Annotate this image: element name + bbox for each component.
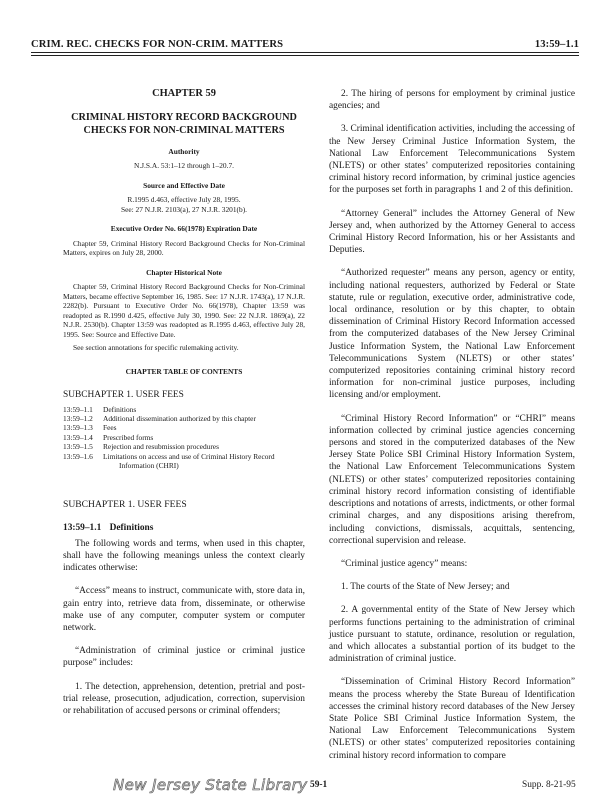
toc-entry-label: Definitions <box>103 404 137 414</box>
definition-access: “Access” means to instruct, communicate with, store data in, gain entry into, retrieve data from, disseminate, or otherwise make use of any computer, computer system or computer network. <box>63 586 305 634</box>
section-number: 13:59–1.1 <box>63 522 102 533</box>
toc-heading: CHAPTER TABLE OF CONTENTS <box>125 367 243 377</box>
definition-authorized-requester: “Authorized requester” means any person, agency or entity, including national requesters, authorized by Federal or State statute, rule or regulation, executive order, administrative code, local ordinance, resolution or by this chapter, to obtain dissemination of Criminal History Record Information accessed from the computerized databases of the New Jersey Criminal Justice Information System, the National Law Enforcement Telecommunications System (NLETS) or other states’ computerized repositories containing criminal history record information for non-criminal justice purposes, including licensing and/or employment. <box>329 268 575 401</box>
left-column <box>63 88 305 728</box>
chapter-number: CHAPTER 59 <box>152 88 216 99</box>
header-rule-bottom <box>31 55 579 56</box>
toc-entry-number: 13:59–1.4 <box>63 432 93 442</box>
toc-subchapter: SUBCHAPTER 1. USER FEES <box>63 390 184 401</box>
toc-entry-number: 13:59–1.3 <box>63 423 93 433</box>
toc-entry[interactable] <box>63 414 305 423</box>
toc-entry-label: Additional dissemination authorized by this chapter <box>103 413 256 423</box>
toc-entry-label-line-1: Limitations on access and use of Criminal History Record <box>103 451 275 461</box>
page-number: 59-1 <box>310 780 328 790</box>
subchapter-heading: SUBCHAPTER 1. USER FEES <box>63 499 187 511</box>
toc-entry-number: 13:59–1.5 <box>63 442 93 452</box>
definition-list-item: 1. The courts of the State of New Jersey; and <box>341 582 510 593</box>
definition-list-item: 3. Criminal identification activities, including the accessing of the New Jersey Criminal Justice Information System, the National Law Enforcement Telecommunications System (NLETS) or other states’ computerized repositories containing criminal history record information, by criminal justice agencies for the purposes set forth in paragraphs 1 and 2 of this definition. <box>329 124 575 196</box>
definition-list-item: 1. The detection, apprehension, detention, pretrial and post-trial release, prosecution, adjudication, correction, supervision or rehabilitation of accused persons or criminal offenders; <box>63 681 305 717</box>
definition-list-item: 2. A governmental entity of the State of New Jersey which performs functions pertaining to the administration of criminal justice pursuant to statute, ordinance, resolution or regulation, and which allocates a substantial portion of its budget to the administration of criminal justice. <box>329 605 575 665</box>
definition-administration: “Administration of criminal justice or criminal justice purpose” includes: <box>63 646 305 669</box>
toc-entry-number: 13:59–1.6 <box>63 451 93 461</box>
toc-entry-label: Fees <box>103 423 117 433</box>
toc-entry-number: 13:59–1.2 <box>63 413 93 423</box>
chapter-title-line-2: CHECKS FOR NON-CRIMINAL MATTERS <box>83 125 285 137</box>
toc-entry-label: Rejection and resubmission procedures <box>103 442 219 452</box>
source-line-2: See: 27 N.J.R. 2103(a), 27 N.J.R. 3201(b). <box>120 204 248 214</box>
toc-entry[interactable] <box>63 452 305 471</box>
toc-entry-label: Prescribed forms <box>103 432 154 442</box>
library-watermark-logo: New Jersey State Library <box>113 776 308 794</box>
exec-order-heading: Executive Order No. 66(1978) Expiration Date <box>110 224 258 234</box>
definition-criminal-justice-agency: “Criminal justice agency” means: <box>341 558 468 569</box>
header-rule-top <box>31 52 579 53</box>
toc-entry[interactable] <box>63 442 305 451</box>
source-line-1: R.1995 d.463, effective July 28, 1995. <box>127 195 241 205</box>
see-annotations-text: See section annotations for specific rulemaking activity. <box>73 342 239 352</box>
toc-entry[interactable] <box>63 405 305 414</box>
definition-dissemination: “Dissemination of Criminal History Record Information” means the process whereby the State Bureau of Identification accesses the criminal history record databases of the New Jersey State Police SBI Criminal Justice Information System, the National Law Enforcement Telecommunications System (NLETS) or other states’ computerized repositories containing criminal history record information to compare <box>329 677 575 761</box>
running-head <box>31 30 579 50</box>
page-footer <box>0 776 610 798</box>
right-column <box>329 88 575 773</box>
chapter-title-line-1: CRIMINAL HISTORY RECORD BACKGROUND <box>71 112 297 124</box>
exec-order-text: Chapter 59, Criminal History Record Background Checks for Non-Criminal Matters, expires on July 28, 2000. <box>63 238 305 258</box>
authority-text: N.J.S.A. 53:1–12 through 1–20.7. <box>134 161 234 171</box>
section-heading <box>63 522 305 534</box>
supplement-date: Supp. 8-21-95 <box>522 780 576 790</box>
section-title: Definitions <box>109 522 154 533</box>
chapter-title <box>63 111 305 137</box>
toc-entry-label <box>103 452 305 471</box>
toc-entry-label-line-2: Information (CHRI) <box>119 460 179 470</box>
source-heading: Source and Effective Date <box>143 181 225 190</box>
definition-attorney-general: “Attorney General” includes the Attorney General of New Jersey and, when authorized by the Attorney General to access Criminal History Record Information, his or her Assistants and Deputies. <box>329 208 575 256</box>
historical-note-text: Chapter 59, Criminal History Record Background Checks for Non-Criminal Matters, became effective September 16, 1985. See: 17 N.J.R. 1743(a), 17 N.J.R. 2282(b). Pursuant to Executive Order No. 66(1978), Chapter 13:59 was readopted as R.1990 d.425, effective July 30, 1990. See: 22 N.J.R. 1869(a), 22 N.J.R. 2530(b). Chapter 13:59 was readopted as R.1995 d.463, effective July 28, 1995. See: Source and Effective Date. <box>63 281 305 339</box>
toc-entry[interactable] <box>63 423 305 432</box>
running-head-section: 13:59–1.1 <box>534 39 579 50</box>
toc-list <box>63 405 305 471</box>
toc-entry-number: 13:59–1.1 <box>63 404 93 414</box>
running-head-title: CRIM. REC. CHECKS FOR NON-CRIM. MATTERS <box>31 39 284 50</box>
historical-note-heading: Chapter Historical Note <box>146 267 222 277</box>
definition-list-item: 2. The hiring of persons for employment by criminal justice agencies; and <box>329 89 575 112</box>
toc-entry[interactable] <box>63 433 305 442</box>
definition-chri: “Criminal History Record Information” or “CHRI” means information collected by criminal justice agencies concerning persons and stored in the computerized databases of the New Jersey State Police SBI Criminal History Information System, the National Law Enforcement Telecommunications System (NLETS) or other states’ computerized repositories containing criminal history record information consisting of identifiable descriptions and notations of arrests, indictments, or other formal criminal charges, and any dispositions arising therefrom, including convictions, dismissals, acquittals, sentencing, correctional supervision and release. <box>329 413 575 546</box>
definition-intro: The following words and terms, when used in this chapter, shall have the following meanings unless the context clearly indicates otherwise: <box>63 538 305 574</box>
authority-heading: Authority <box>168 147 200 157</box>
